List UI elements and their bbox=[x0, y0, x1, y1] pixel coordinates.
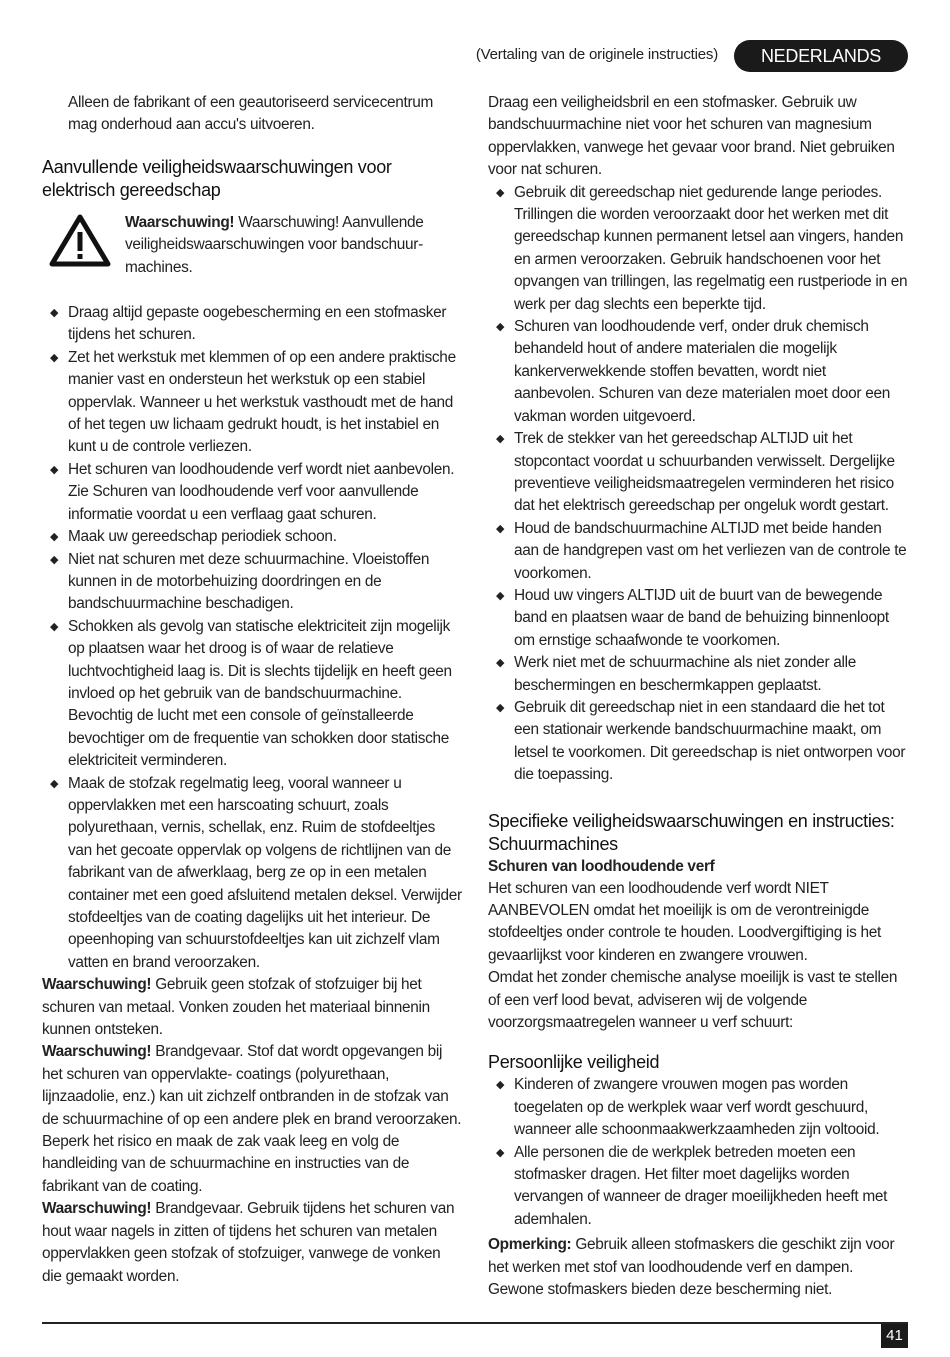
list-item: ◆ Houd uw vingers ALTIJD uit de buurt van de bewegende band en plaatsen waar de band de behuizing binnenloopt om ernstige schaafwonde te voorkomen. bbox=[496, 586, 889, 649]
lead-paint-advice-paragraph: Omdat het zonder chemische analyse moeilijk is vast te stellen of een verf lood bevat, adviseren wij de volgende voorzorgsmaatregelen wanneer u verf schuurt: bbox=[488, 969, 898, 1032]
left-column bbox=[42, 92, 462, 1288]
list-item: ◆ Maak uw gereedschap periodiek schoon. bbox=[42, 526, 462, 548]
right-column bbox=[488, 92, 908, 1302]
page-header bbox=[0, 40, 950, 74]
lead-paint-subheading: Schuren van loodhoudende verf bbox=[488, 857, 715, 875]
list-item: ◆ Het schuren van loodhoudende verf wordt niet aanbevolen. Zie Schuren van loodhoudende verf voor aanvullende informatie voordat u een verflaag gaat schuren. bbox=[50, 460, 455, 523]
list-item: ◆ Draag altijd gepaste oogebescherming en een stofmasker tijdens het schuren. bbox=[50, 304, 447, 344]
personal-safety-heading: Persoonlijke veiligheid bbox=[488, 1052, 660, 1073]
warning-paragraph: Waarschuwing! Gebruik geen stofzak of stofzuiger bij het schuren van metaal. Vonken zouden het materiaal binnenin kunnen ontsteken. bbox=[42, 976, 430, 1039]
bullet-diamond-icon: ◆ bbox=[496, 657, 505, 670]
bullet-diamond-icon: ◆ bbox=[496, 522, 505, 535]
bullet-diamond-icon: ◆ bbox=[496, 321, 505, 334]
list-item: ◆ Werk niet met de schuurmachine als niet zonder alle beschermingen en beschermkappen geplaatst. bbox=[496, 654, 856, 694]
list-item: ◆ Alle personen die de werkplek betreden moeten een stofmasker dragen. Het filter moet dagelijks worden vervangen of wanneer de drager moeilijkheden heeft met ademhalen. bbox=[496, 1143, 888, 1228]
bullet-diamond-icon: ◆ bbox=[50, 777, 59, 790]
note-label: Opmerking: bbox=[488, 1236, 572, 1254]
list-item: ◆ Niet nat schuren met deze schuurmachine. Vloeistoffen kunnen in de motorbehuizing doordringen en de bandschuurmachine beschadigen. bbox=[50, 550, 430, 613]
warning-paragraph: Waarschuwing! Brandgevaar. Stof dat wordt opgevangen bij het schuren van oppervlakte- coatings (polyurethaan, lijnzaadolie, enz.) kan uit zichzelf ontbranden in de stofzak van de schuurmachine of op een andere plek en brand veroorzaken. Beperk het risico en maak de zak vaak leeg en volg de handleiding van de schuurmachine en instructies van de fabrikant van de coating. bbox=[42, 1043, 462, 1195]
additional-warnings-heading: Aanvullende veiligheidswaarschuwingen voor elektrisch gereedschap bbox=[42, 156, 392, 200]
right-bullet-list bbox=[488, 182, 908, 787]
bullet-diamond-icon: ◆ bbox=[496, 589, 505, 602]
list-item: ◆ Maak de stofzak regelmatig leeg, vooral wanneer u oppervlakken met een harscoating schuurt, zoals polyurethaan, vernis, schellak, enz. Ruim de stofdeeltjes van het gecoate oppervlak op volgens de richtlijnen van de fabrikant van de afwerklaag, berg ze op in een metalen container met een goed afsluitend metalen deksel. Verwijder stofdeeltjes van de coating dagelijks uit het interieur. De opeenhoping van schuurstofdeeltjes kan uit zichzelf vlam vatten en brand veroorzaken. bbox=[50, 774, 462, 971]
lead-paint-paragraph: Het schuren van een loodhoudende verf wordt NIET AANBEVOLEN omdat het moeilijk is om de verontreinigde stofdeeltjes onder controle te houden. Loodvergiftiging is het gevaarlijkst voor kinderen en zwangere vrouwen. bbox=[488, 879, 881, 964]
bullet-diamond-icon: ◆ bbox=[496, 433, 505, 446]
warning-text bbox=[125, 212, 462, 279]
translation-note: (Vertaling van de originele instructies) bbox=[475, 46, 718, 63]
warning-label: Waarschuwing! bbox=[125, 213, 235, 231]
specific-warnings-heading: Specifieke veiligheidswaarschuwingen en instructies: Schuurmachines bbox=[488, 810, 895, 854]
list-item: ◆ Trek de stekker van het gereedschap ALTIJD uit het stopcontact voordat u schuurbanden verwisselt. Dergelijke preventieve veiligheidsmaatregelen verminderen het risico dat het elektrisch gereedschap per ongeluk wordt gestart. bbox=[496, 430, 895, 515]
bullet-diamond-icon: ◆ bbox=[496, 701, 505, 714]
list-item: ◆ Kinderen of zwangere vrouwen mogen pas worden toegelaten op de werkplek waar verf wordt geschuurd, wanneer alle schoonmaakwerkzaamheden zijn voltooid. bbox=[496, 1076, 880, 1139]
bullet-diamond-icon: ◆ bbox=[496, 1079, 505, 1092]
bullet-diamond-icon: ◆ bbox=[50, 351, 59, 364]
list-item: ◆ Schokken als gevolg van statische elektriciteit zijn mogelijk op plaatsen waar het droog is of waar de relatieve luchtvochtigheid laag is. Dit is slechts tijdelijk en heeft geen invloed op het gebruik van de bandschuurmachine. Bevochtig de lucht met een console of geïnstalleerde bevochtiger om de frequentie van schokken door statische elektriciteit verminderen. bbox=[50, 617, 452, 770]
warning-triangle-icon bbox=[48, 212, 112, 279]
personal-safety-list bbox=[488, 1074, 908, 1231]
list-item: ◆ Houd de bandschuurmachine ALTIJD met beide handen aan de handgrepen vast om het verliezen van de controle te voorkomen. bbox=[496, 519, 907, 582]
page-number: 41 bbox=[881, 1324, 908, 1348]
safety-glasses-paragraph: Draag een veiligheidsbril en een stofmasker. Gebruik uw bandschuurmachine niet voor het schuren van magnesium oppervlakken, vanwege het gevaar voor brand. Niet gebruiken voor nat schuren. bbox=[488, 94, 895, 179]
bullet-diamond-icon: ◆ bbox=[50, 620, 59, 633]
bullet-diamond-icon: ◆ bbox=[50, 307, 59, 320]
list-item: ◆ Zet het werkstuk met klemmen of op een andere praktische manier vast en ondersteun het werkstuk op een stabiel oppervlak. Wanneer u het werkstuk vasthoudt met de hand of het tegen uw lichaam gedrukt houdt, is het instabiel en kunt u de controle verliezen. bbox=[50, 348, 456, 456]
warning-block bbox=[42, 212, 462, 279]
bullet-diamond-icon: ◆ bbox=[50, 463, 59, 476]
list-item: ◆ Schuren van loodhoudende verf, onder druk chemisch behandeld hout of andere materialen die mogelijk kankerverwekkende stoffen bevatten, wordt niet aanbevolen. Schuren van deze materialen moet door een vakman worden uitgevoerd. bbox=[496, 318, 890, 425]
bullet-diamond-icon: ◆ bbox=[496, 1146, 505, 1159]
battery-service-note: Alleen de fabrikant of een geautoriseerd servicecentrum mag onderhoud aan accu's uitvoeren. bbox=[68, 94, 434, 134]
warning-body: Waarschuwing! Aanvullende veiligheidswaarschuwingen voor bandschuur-machines. bbox=[125, 213, 424, 276]
bullet-diamond-icon: ◆ bbox=[50, 553, 59, 566]
footer-divider bbox=[42, 1322, 908, 1324]
bullet-diamond-icon: ◆ bbox=[496, 186, 505, 199]
warning-paragraph: Waarschuwing! Brandgevaar. Gebruik tijdens het schuren van hout waar nagels in zitten of tijdens het schuren van metalen oppervlakken geen stofzak of stofzuiger, vanwege de vonken die gemaakt worden. bbox=[42, 1200, 455, 1285]
list-item: ◆ Gebruik dit gereedschap niet gedurende lange periodes. Trillingen die worden veroorzaakt door het werken met dit gereedschap kunnen permanent letsel aan vingers, handen en armen veroorzaken. Gebruik handschoenen voor het opvangen van trillingen, las regelmatig een rustperiode in en werk per dag slechts een beperkte tijd. bbox=[496, 183, 908, 313]
left-bullet-list bbox=[42, 302, 462, 974]
note-paragraph: Opmerking: Gebruik alleen stofmaskers die geschikt zijn voor het werken met stof van loodhoudende verf en dampen. Gewone stofmaskers bieden deze bescherming niet. bbox=[488, 1236, 895, 1299]
list-item: ◆ Gebruik dit gereedschap niet in een standaard die het tot een stationair werkende bandschuurmachine maakt, om letsel te voorkomen. Dit gereedschap is niet ontworpen voor die toepassing. bbox=[496, 698, 906, 784]
language-badge: NEDERLANDS bbox=[734, 40, 908, 72]
bullet-diamond-icon: ◆ bbox=[50, 531, 59, 544]
